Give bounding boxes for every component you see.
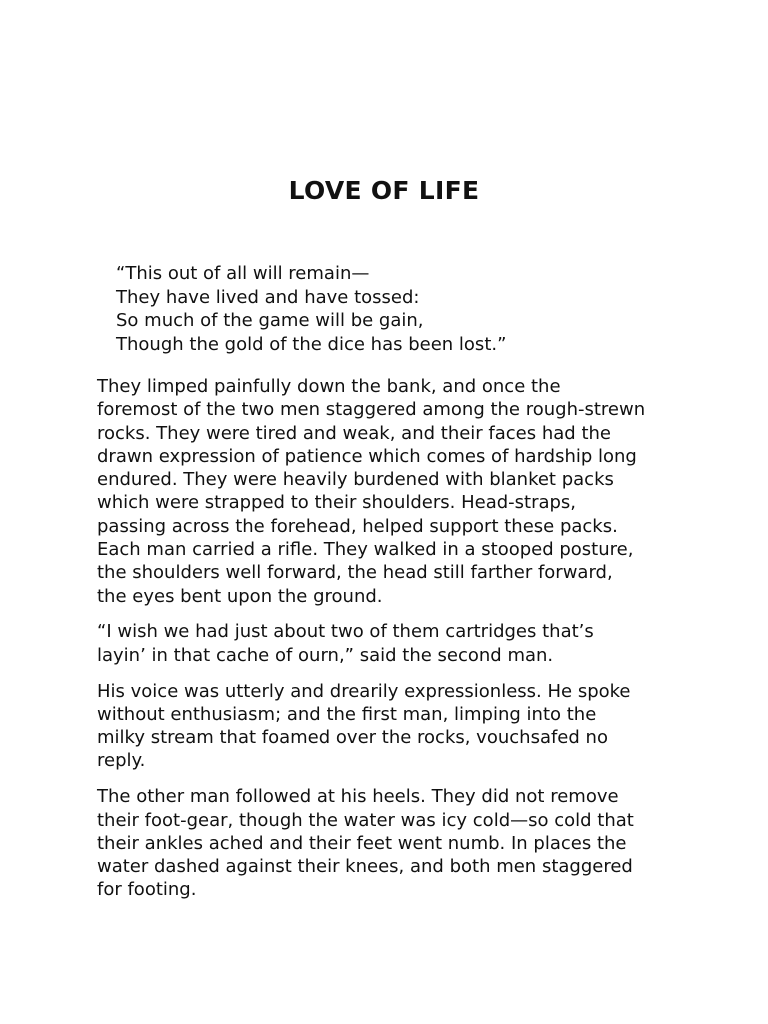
text-line: They limped painfully down the bank, and once the <box>97 376 561 397</box>
epigraph-line: “This out of all will remain— <box>116 263 370 284</box>
body-text <box>97 375 682 914</box>
paragraph-2 <box>97 620 682 667</box>
text-line: The other man followed at his heels. They did not remove <box>97 786 619 808</box>
paragraph-1 <box>97 375 682 608</box>
text-line: the shoulders well forward, the head still farther forward, <box>97 562 613 584</box>
text-line: drawn expression of patience which comes of hardship long <box>97 445 637 467</box>
text-line: reply. <box>97 750 146 772</box>
paragraph-3 <box>97 680 682 773</box>
text-line: passing across the forehead, helped support these packs. <box>97 515 618 537</box>
epigraph-line: They have lived and have tossed: <box>116 286 420 308</box>
text-line: Each man carried a rifle. They walked in a stooped posture, <box>97 539 634 561</box>
text-line: milky stream that foamed over the rocks, vouchsafed no <box>97 727 608 749</box>
text-line: layin’ in that cache of ourn,” said the second man. <box>97 644 554 666</box>
epigraph <box>116 262 736 356</box>
text-line: water dashed against their knees, and both men staggered <box>97 856 633 878</box>
text-line: His voice was utterly and drearily expressionless. He spoke <box>97 680 631 702</box>
chapter-title: LOVE OF LIFE <box>288 176 480 205</box>
text-line: rocks. They were tired and weak, and their faces had the <box>97 422 611 444</box>
epigraph-line: So much of the game will be gain, <box>116 310 424 331</box>
paragraph-4 <box>97 785 682 901</box>
text-line: for footing. <box>97 879 197 901</box>
text-line: their ankles ached and their feet went numb. In places the <box>97 832 627 854</box>
text-line: “I wish we had just about two of them cartridges that’s <box>97 621 594 643</box>
text-line: their foot-gear, though the water was icy cold—so cold that <box>97 809 634 831</box>
epigraph-line: Though the gold of the dice has been lost.” <box>116 333 507 355</box>
text-line: which were strapped to their shoulders. Head-straps, <box>97 492 577 514</box>
text-line: foremost of the two men staggered among the rough-strewn <box>97 399 646 421</box>
text-line: endured. They were heavily burdened with blanket packs <box>97 469 614 491</box>
text-line: without enthusiasm; and the first man, limping into the <box>97 703 597 725</box>
text-line: the eyes bent upon the ground. <box>97 585 383 607</box>
